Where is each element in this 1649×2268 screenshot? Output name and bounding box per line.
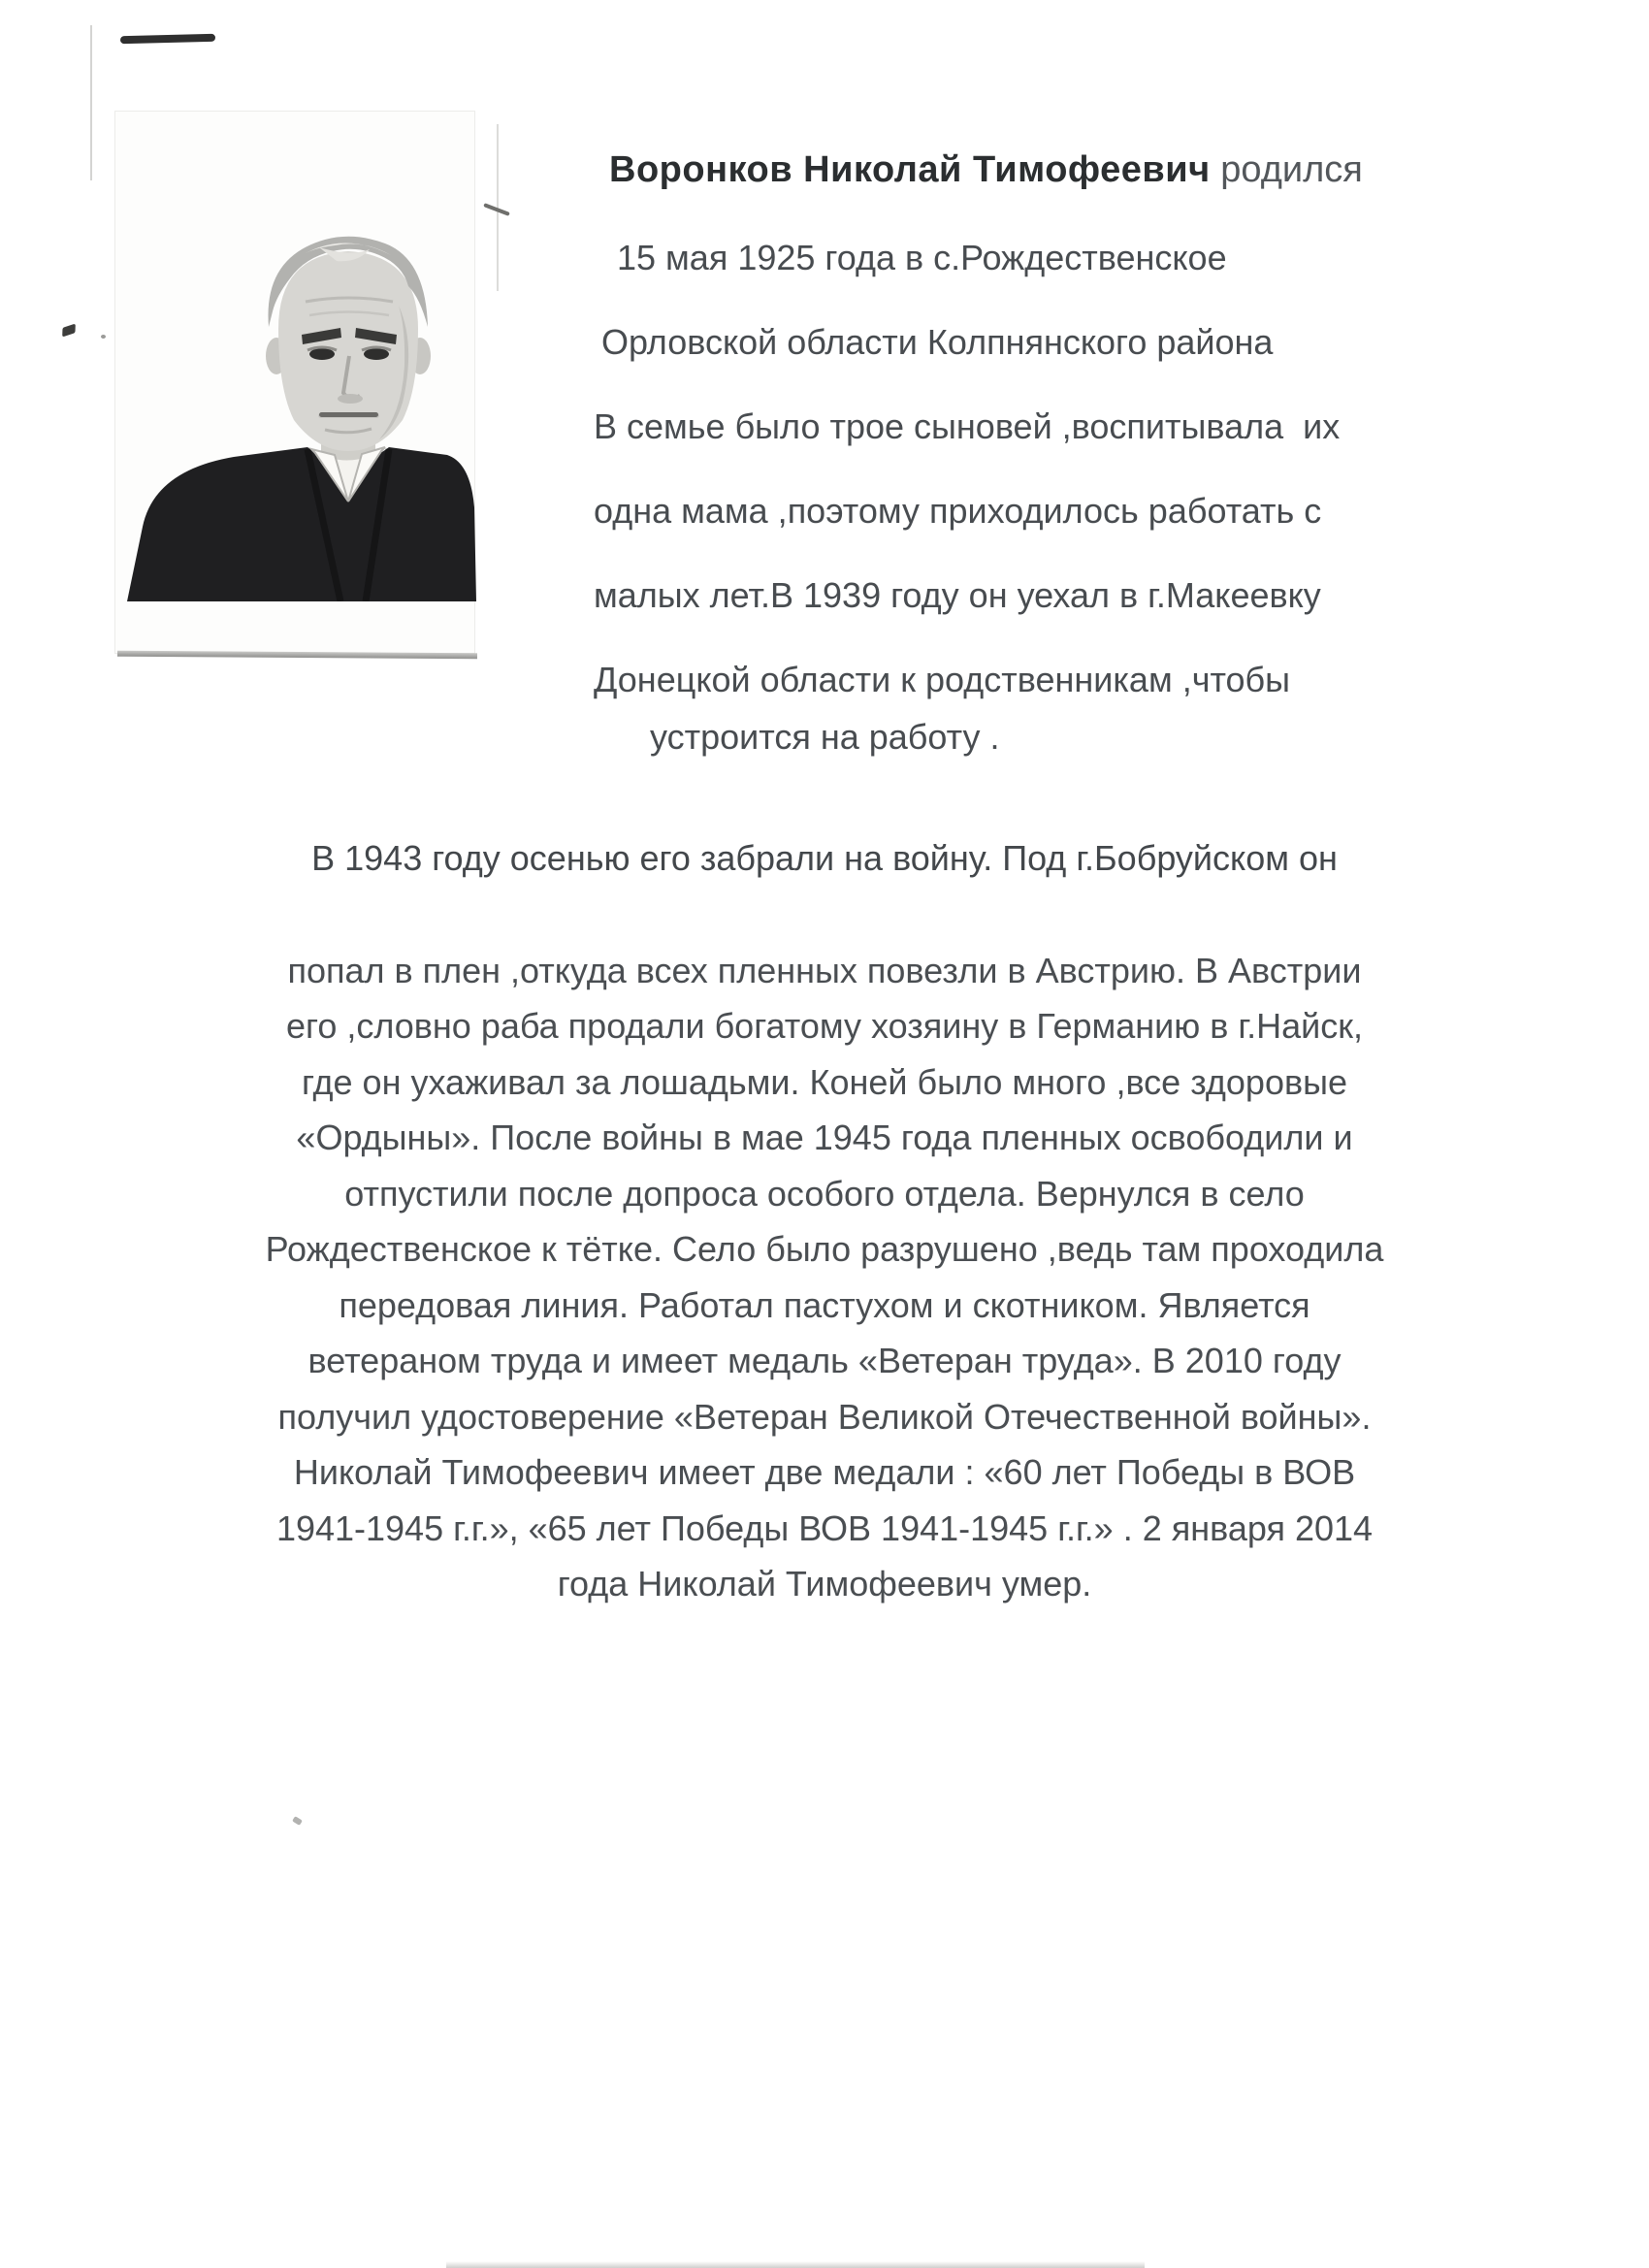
- body-line: «Ордыны». После войны в мае 1945 года пленных освободили и: [296, 1118, 1353, 1157]
- intro-line: В семье было трое сыновей ,воспитывала их: [594, 406, 1341, 446]
- intro-line: 15 мая 1925 года в с.Рождественское: [617, 238, 1227, 277]
- intro-line: Донецкой области к родственникам ,чтобы: [594, 660, 1291, 699]
- title-tail: родился: [1210, 149, 1363, 190]
- person-name: Воронков Николай Тимофеевич: [609, 149, 1211, 190]
- body-line: Рождественское к тётке. Село было разрушено ,ведь там проходила: [265, 1229, 1384, 1269]
- body-line: ветераном труда и имеет медаль «Ветеран труда». В 2010 году: [307, 1341, 1342, 1380]
- body-line: года Николай Тимофеевич умер.: [557, 1564, 1092, 1604]
- portrait-man-illustration: [115, 112, 476, 601]
- intro-paragraph: [594, 238, 1341, 804]
- intro-line: одна мама ,поэтому приходилось работать с: [594, 491, 1322, 531]
- portrait-photo: [114, 111, 475, 654]
- intro-line: устроится на работу .: [650, 717, 1000, 757]
- scan-artifact-speck: [62, 324, 76, 338]
- body-line: его ,словно раба продали богатому хозяину в Германию в г.Найск,: [285, 1006, 1364, 1046]
- body-line: Николай Тимофеевич имеет две медали : «60 лет Победы в ВОВ: [293, 1452, 1356, 1492]
- body-line: отпустили после допроса особого отдела. Вернулся в село: [344, 1173, 1305, 1214]
- body-line: попал в плен ,откуда всех пленных повезли в Австрию. В Австрии: [287, 950, 1362, 990]
- scan-artifact-dash: [120, 34, 215, 44]
- scan-artifact-edge-shadow: [446, 2261, 1145, 2268]
- body-paragraph: [146, 830, 1504, 1612]
- body-line: В 1943 году осенью его забрали на войну. Под г.Бобруйском он: [311, 838, 1338, 878]
- scan-artifact-speck: [292, 1816, 303, 1826]
- scan-artifact-line: [90, 25, 92, 180]
- intro-line: Орловской области Колпнянского района: [601, 322, 1274, 362]
- body-line: передовая линия. Работал пастухом и скотником. Является: [339, 1284, 1310, 1325]
- body-line: получил удостоверение «Ветеран Великой Отечественной войны».: [277, 1396, 1372, 1437]
- scan-artifact-speck: [101, 335, 106, 339]
- document-title: [609, 147, 1363, 192]
- intro-line: малых лет.В 1939 году он уехал в г.Макеевку: [594, 575, 1321, 615]
- body-line: 1941-1945 г.г.», «65 лет Победы ВОВ 1941-1945 г.г.» . 2 января 2014: [275, 1507, 1374, 1548]
- body-line: где он ухаживал за лошадьми. Коней было много ,все здоровые: [302, 1061, 1347, 1102]
